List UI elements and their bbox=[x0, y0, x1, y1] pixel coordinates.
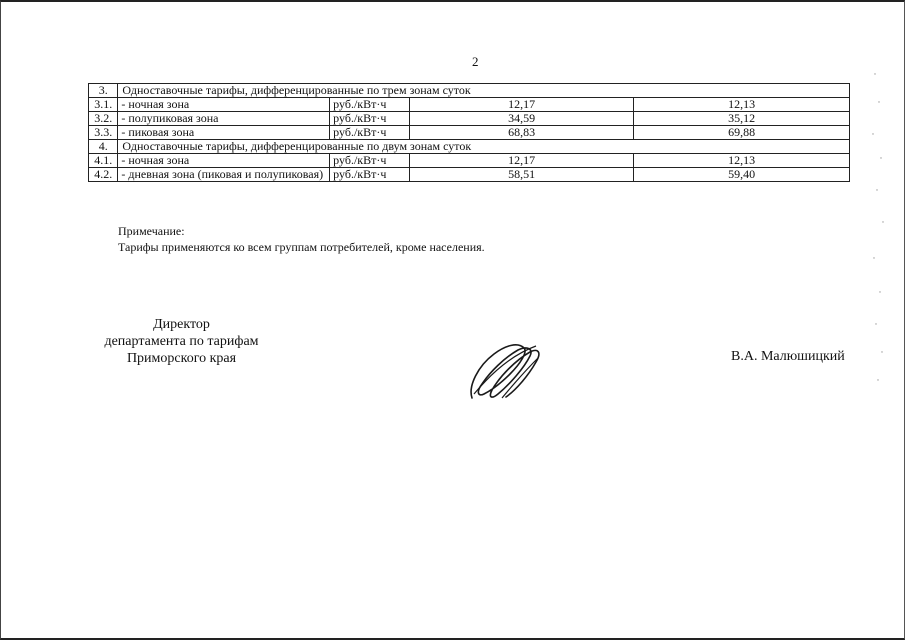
signer-position-line: департамента по тарифам bbox=[104, 334, 259, 349]
row-value-2: 35,12 bbox=[634, 112, 850, 126]
row-number: 3.1. bbox=[89, 98, 118, 112]
row-name: - пиковая зона bbox=[118, 126, 330, 140]
section-title: Одноставочные тарифы, дифференцированные по трем зонам суток bbox=[118, 84, 850, 98]
signer-name: В.А. Малюшицкий bbox=[731, 349, 845, 364]
row-unit: руб./кВт·ч bbox=[330, 168, 410, 182]
row-value-2: 69,88 bbox=[634, 126, 850, 140]
section-number: 3. bbox=[89, 84, 118, 98]
row-value-1: 58,51 bbox=[410, 168, 634, 182]
table-row bbox=[89, 154, 850, 168]
row-value-1: 34,59 bbox=[410, 112, 634, 126]
row-unit: руб./кВт·ч bbox=[330, 98, 410, 112]
row-number: 4.2. bbox=[89, 168, 118, 182]
table-row bbox=[89, 98, 850, 112]
row-number: 3.2. bbox=[89, 112, 118, 126]
section-number: 4. bbox=[89, 140, 118, 154]
table-row bbox=[89, 112, 850, 126]
row-name: - ночная зона bbox=[118, 154, 330, 168]
signer-position-line: Приморского края bbox=[126, 351, 237, 366]
row-value-1: 12,17 bbox=[410, 154, 634, 168]
table-section-row bbox=[89, 140, 850, 154]
signer-position-line: Директор bbox=[153, 317, 210, 332]
signer-position bbox=[89, 316, 274, 367]
row-name: - ночная зона bbox=[118, 98, 330, 112]
scan-edge-marks bbox=[869, 62, 889, 402]
row-unit: руб./кВт·ч bbox=[330, 154, 410, 168]
row-value-2: 12,13 bbox=[634, 98, 850, 112]
table-row bbox=[89, 126, 850, 140]
note-block bbox=[118, 223, 485, 255]
row-number: 3.3. bbox=[89, 126, 118, 140]
row-value-2: 59,40 bbox=[634, 168, 850, 182]
row-unit: руб./кВт·ч bbox=[330, 126, 410, 140]
tariff-table bbox=[88, 83, 850, 182]
table-row bbox=[89, 168, 850, 182]
row-name: - дневная зона (пиковая и полупиковая) bbox=[118, 168, 330, 182]
row-name: - полупиковая зона bbox=[118, 112, 330, 126]
row-unit: руб./кВт·ч bbox=[330, 112, 410, 126]
page-number: 2 bbox=[472, 54, 479, 69]
row-value-1: 68,83 bbox=[410, 126, 634, 140]
row-number: 4.1. bbox=[89, 154, 118, 168]
note-text: Тарифы применяются ко всем группам потребителей, кроме населения. bbox=[118, 240, 485, 254]
handwritten-signature bbox=[464, 340, 544, 402]
note-heading: Примечание: bbox=[118, 224, 185, 238]
row-value-2: 12,13 bbox=[634, 154, 850, 168]
row-value-1: 12,17 bbox=[410, 98, 634, 112]
section-title: Одноставочные тарифы, дифференцированные по двум зонам суток bbox=[118, 140, 850, 154]
table-section-row bbox=[89, 84, 850, 98]
